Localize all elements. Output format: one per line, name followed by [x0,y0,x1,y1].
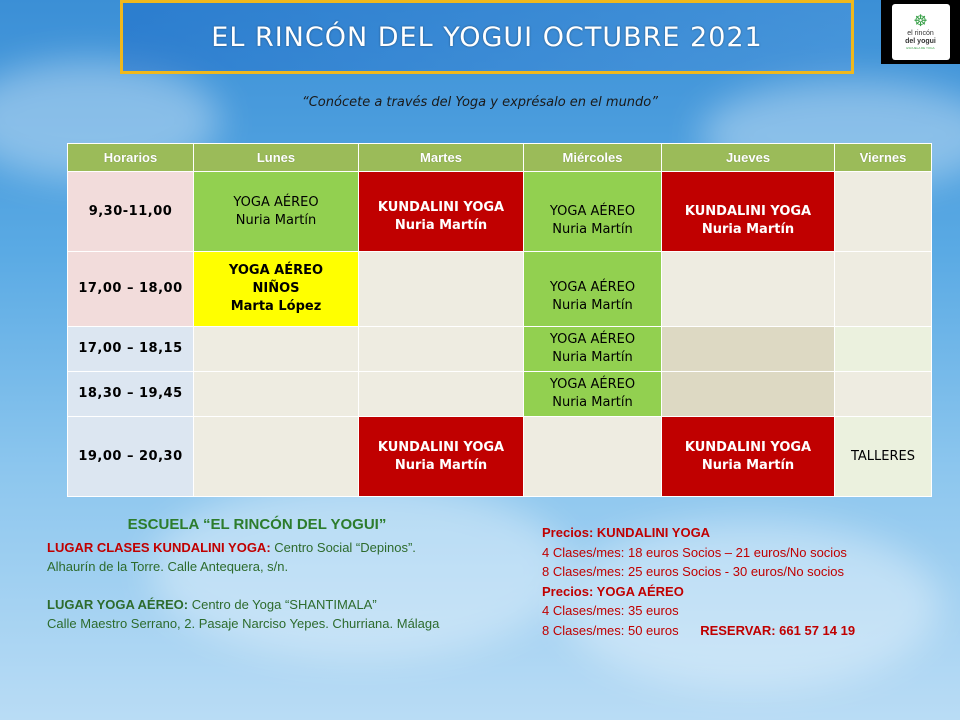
aereo-price-4: 4 Clases/mes: 35 euros [542,603,679,618]
class-cell [524,372,662,417]
class-name: YOGA AÉREO [233,194,319,210]
aereo-price-8: 8 Clases/mes: 50 euros [542,622,679,638]
tagline: “Conócete a través del Yoga y exprésalo en el mundo” [302,95,658,110]
page-title: EL RINCÓN DEL YOGUI OCTUBRE 2021 [211,21,763,53]
class-name: KUNDALINI YOGA [377,199,505,215]
time-cell: 19,00 – 20,30 [68,417,194,497]
empty-cell [835,372,932,417]
prices-info [542,523,952,640]
table-row [68,327,932,372]
class-teacher: Nuria Martín [552,395,633,410]
time-cell: 9,30-11,00 [68,172,194,252]
aereo-location [47,595,517,614]
table-header-row [68,144,932,172]
class-teacher: Nuria Martín [552,350,633,365]
empty-cell [194,327,359,372]
empty-cell [359,327,524,372]
reservation-phone: RESERVAR: 661 57 14 19 [700,622,856,638]
logo-badge [892,4,950,60]
workshop-cell: TALLERES [835,417,932,497]
title-banner [120,0,854,74]
empty-cell [524,417,662,497]
class-teacher: Nuria Martín [394,458,488,473]
class-name: KUNDALINI YOGA [684,203,812,219]
aereo-price-heading: Precios: YOGA AÉREO [542,583,684,599]
logo-text-line1: el rincón [907,29,934,37]
class-cell [359,172,524,252]
class-cell [524,327,662,372]
empty-cell [194,417,359,497]
empty-cell [662,372,835,417]
table-row [68,372,932,417]
class-name: KUNDALINI YOGA [377,440,505,455]
aereo-location-place: Centro de Yoga “SHANTIMALA” [188,597,377,612]
class-cell [662,417,835,497]
class-teacher: Nuria Martín [701,458,795,473]
empty-cell [662,327,835,372]
class-cell [524,252,662,327]
col-header-horarios: Horarios [68,144,194,172]
time-cell: 17,00 – 18,15 [68,327,194,372]
logo-subtext: ESCUELA DE YOGA [906,45,935,50]
class-teacher: Nuria Martín [235,212,317,228]
time-cell: 18,30 – 19,45 [68,372,194,417]
class-teacher: Nuria Martín [394,217,488,233]
class-name: YOGA AÉREO [549,377,636,392]
aereo-location-label: LUGAR YOGA AÉREO: [47,597,189,612]
empty-cell [194,372,359,417]
kundalini-price-heading: Precios: KUNDALINI YOGA [542,525,711,540]
col-header-lunes: Lunes [194,144,359,172]
class-name-line2: NIÑOS [252,281,300,296]
school-name: ESCUELA “EL RINCÓN DEL YOGUI” [127,516,387,533]
aereo-price-8-line [542,621,952,641]
class-name: YOGA AÉREO [549,332,636,347]
class-teacher: Nuria Martín [552,298,633,313]
kundalini-location-label: LUGAR CLASES KUNDALINI YOGA: [47,540,271,555]
class-name: YOGA AÉREO [228,263,324,278]
schedule-table [67,143,932,497]
col-header-jueves: Jueves [662,144,835,172]
col-header-viernes: Viernes [835,144,932,172]
class-teacher: Nuria Martín [701,221,795,237]
class-cell [662,172,835,252]
kundalini-location-place: Centro Social “Depinos”. [270,540,416,555]
empty-cell [662,252,835,327]
kundalini-location [47,538,517,557]
class-name: KUNDALINI YOGA [684,440,812,455]
empty-cell [359,252,524,327]
yoga-figure-icon: ☸ [913,12,928,30]
class-cell [194,172,359,252]
aereo-address: Calle Maestro Serrano, 2. Pasaje Narciso Yepes. Churriana. Málaga [47,616,440,631]
col-header-miercoles: Miércoles [524,144,662,172]
class-cell [194,252,359,327]
class-name: YOGA AÉREO [549,203,636,219]
empty-cell [359,372,524,417]
class-teacher: Nuria Martín [552,221,633,237]
logo [881,0,960,64]
table-row [68,252,932,327]
class-teacher: Marta López [230,299,322,314]
empty-cell [835,327,932,372]
table-row [68,172,932,252]
logo-text-line2: del yogui [905,37,936,45]
class-cell [359,417,524,497]
class-name: YOGA AÉREO [549,280,636,295]
table-row [68,417,932,497]
empty-cell [835,172,932,252]
kundalini-address: Alhaurín de la Torre. Calle Antequera, s/n. [47,559,289,574]
empty-cell [835,252,932,327]
kundalini-price-8: 8 Clases/mes: 25 euros Socios - 30 euros/No socios [542,564,845,579]
kundalini-price-4: 4 Clases/mes: 18 euros Socios – 21 euros/No socios [542,544,847,560]
col-header-martes: Martes [359,144,524,172]
class-cell [524,172,662,252]
location-info [47,515,517,633]
time-cell: 17,00 – 18,00 [68,252,194,327]
